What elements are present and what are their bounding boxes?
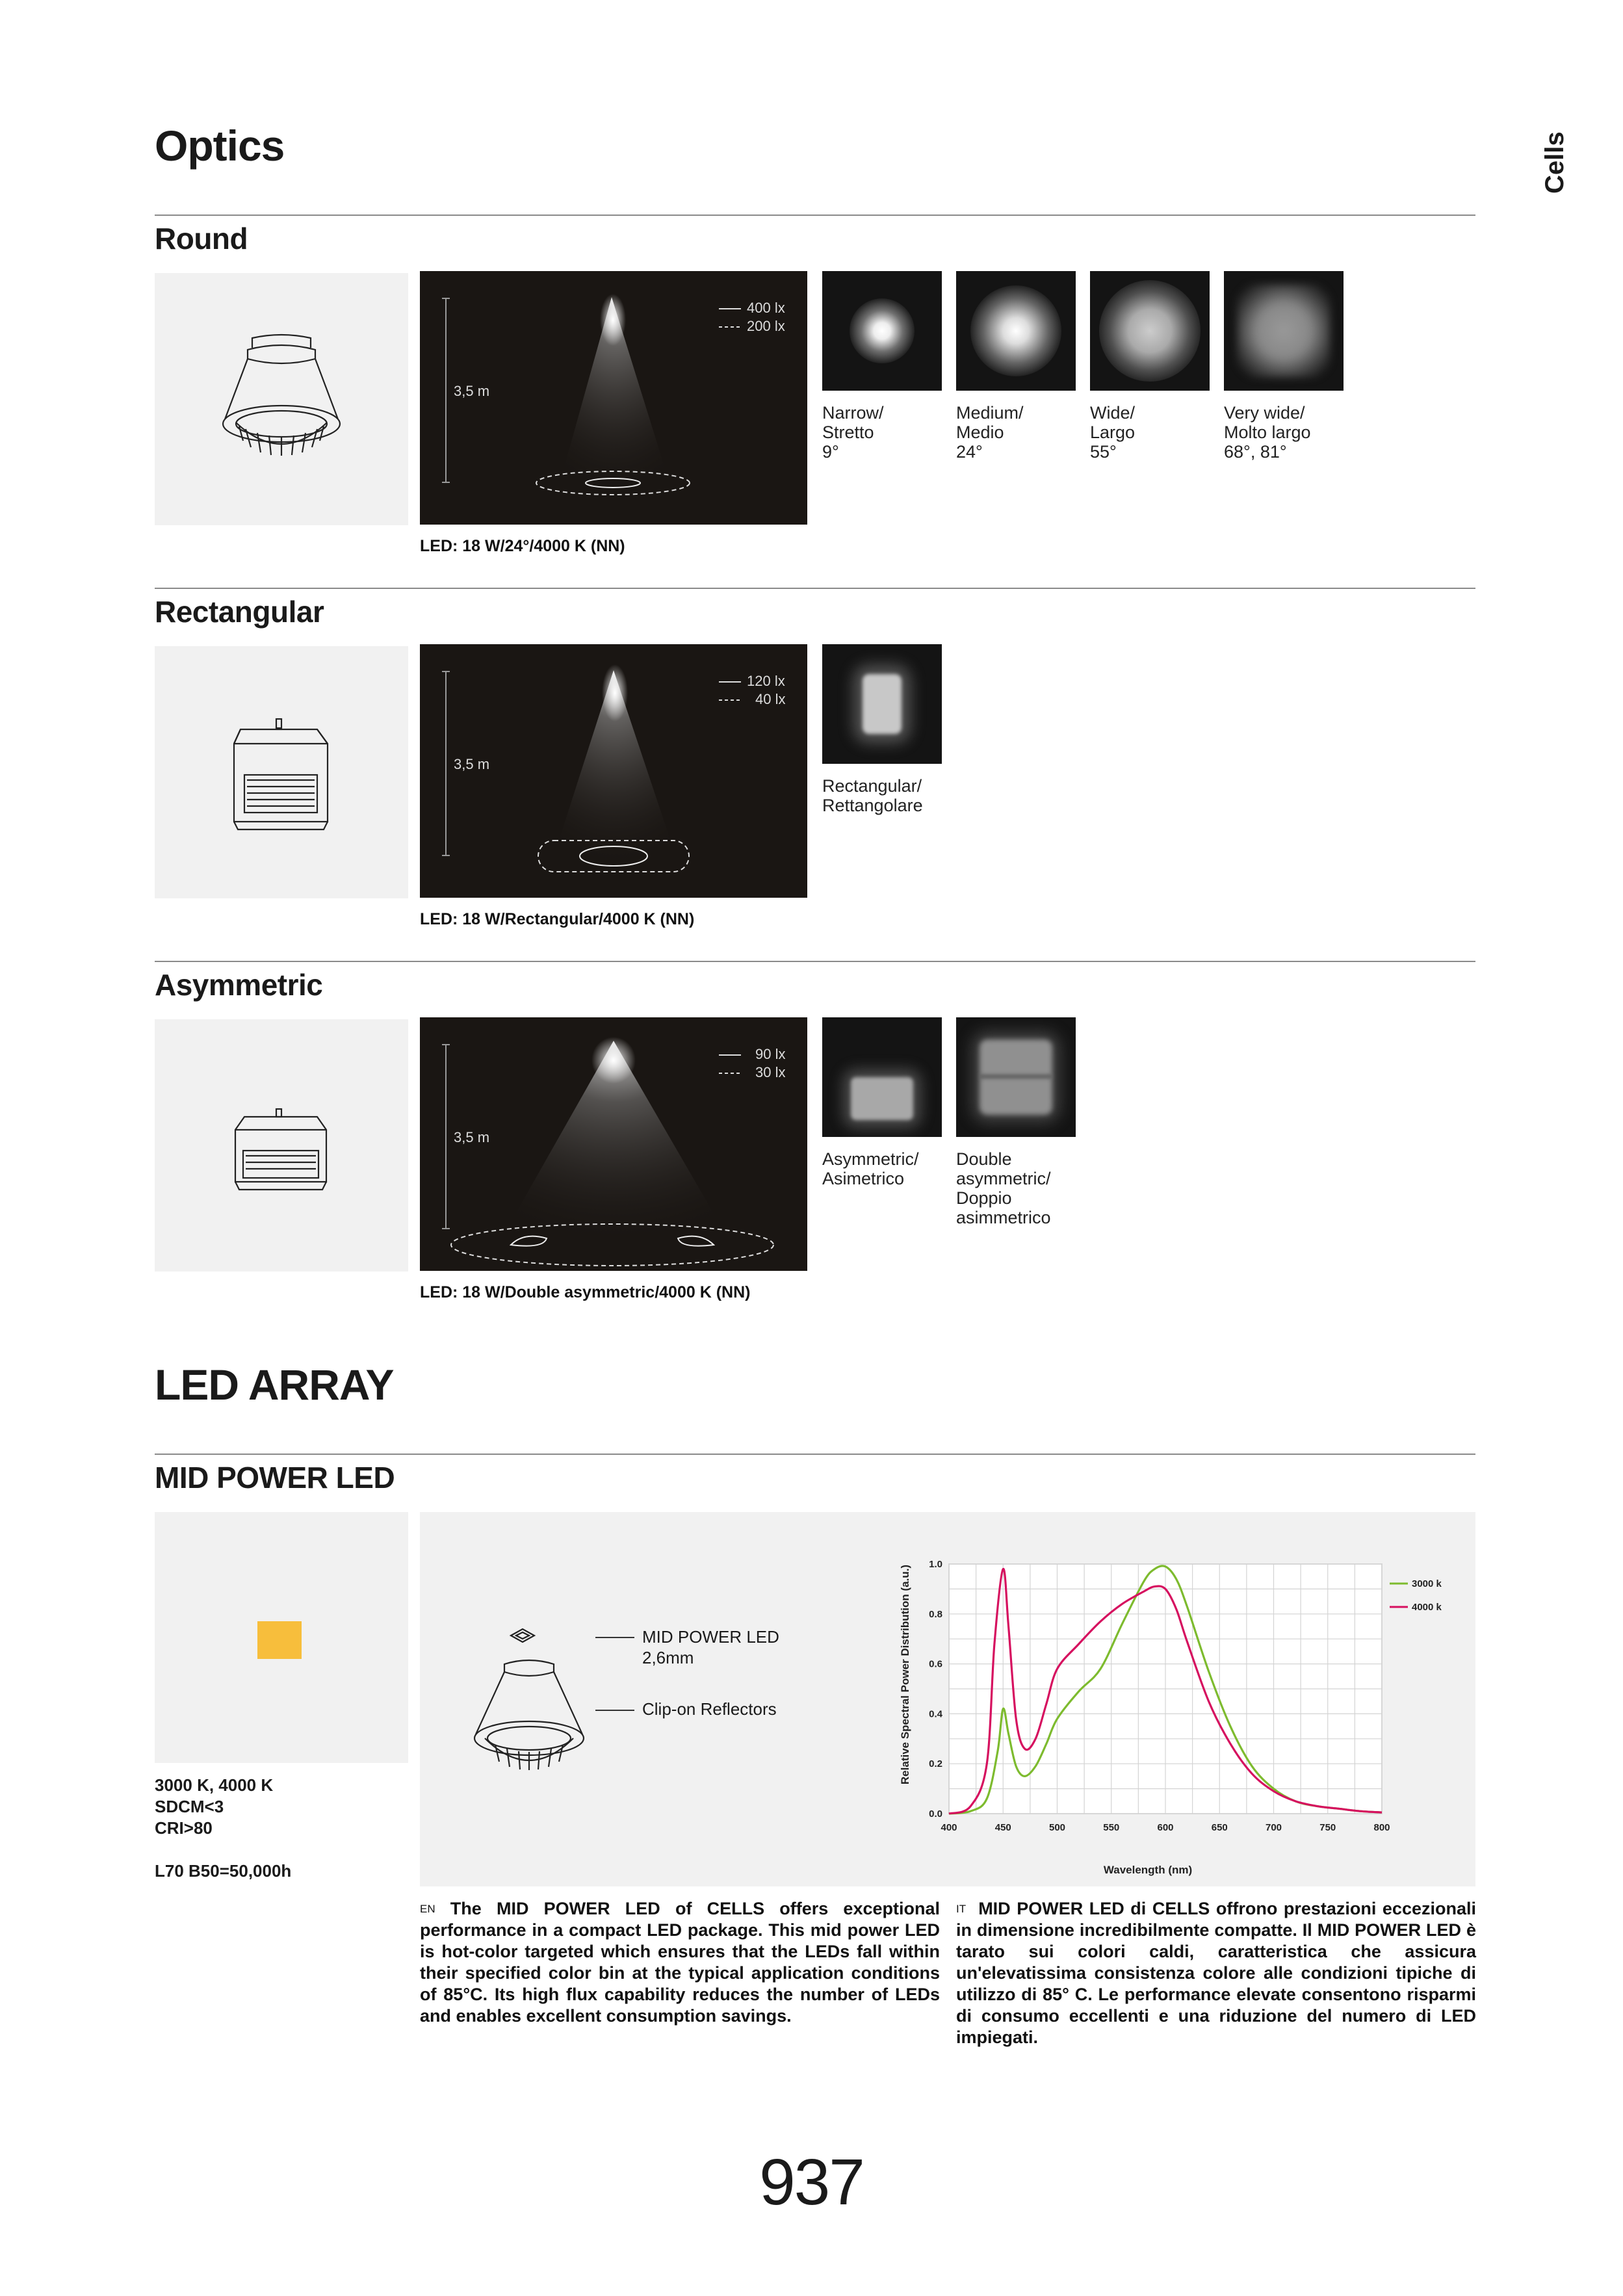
- beam-label-asymmetric: Asymmetric/ Asimetrico: [822, 1149, 919, 1188]
- beam-swatch-narrow: [822, 271, 942, 391]
- asymmetric-fixture-icon: [155, 1019, 408, 1272]
- beam-label-narrow: Narrow/ Stretto 9°: [822, 403, 884, 462]
- y-tick-label: 0.2: [929, 1758, 942, 1770]
- section-title-rectangular: Rectangular: [155, 595, 324, 629]
- side-tab[interactable]: Cells: [1540, 131, 1569, 194]
- divider: [155, 215, 1475, 216]
- description-it: $^{IT}$ MID POWER LED di CELLS offrono prestazioni eccezionali in dimensione incredibilmente compatte. Il MID POWER LED è tarato sui colori caldi, caratteristica che assicura un'elevatissima consistenza colore alle condizioni tipiche di utilizzo di 85° C. Le performance elevate consentono risparmi di consumo eccellenti e una riduzione del numero di LED impiegati.: [956, 1899, 1476, 2047]
- spec-cct: 3000 K, 4000 K: [155, 1775, 274, 1795]
- led-info-panel: [420, 1512, 1475, 1886]
- led-spec-round: LED: 18 W/24°/4000 K (NN): [420, 537, 625, 555]
- beam-label-wide: Wide/ Largo 55°: [1090, 403, 1136, 462]
- beam-label-double-asymmetric: Double asymmetric/ Doppio asimmetrico: [956, 1149, 1051, 1227]
- led-chip-icon: [257, 1621, 302, 1659]
- x-tick-label: 400: [941, 1822, 957, 1833]
- legend-high: 90 lx: [755, 1046, 786, 1062]
- x-tick-label: 450: [994, 1822, 1011, 1833]
- legend-high: 120 lx: [747, 673, 785, 689]
- led-array-title: LED ARRAY: [155, 1361, 394, 1409]
- spec-cri: CRI>80: [155, 1818, 213, 1838]
- legend-low: 40 lx: [755, 691, 786, 707]
- light-diagram-rectangular: [420, 644, 807, 898]
- callout-reflector: Clip-on Reflectors: [642, 1699, 777, 1719]
- x-tick-label: 800: [1373, 1822, 1390, 1833]
- y-axis-label: Relative Spectral Power Distribution (a.u.): [899, 1564, 911, 1785]
- x-tick-label: 750: [1319, 1822, 1336, 1833]
- round-fixture-icon: [155, 273, 408, 525]
- section-title-asymmetric: Asymmetric: [155, 968, 323, 1002]
- beam-swatch-asymmetric: [822, 1017, 942, 1137]
- legend-label: 4000 k: [1412, 1602, 1442, 1613]
- x-tick-label: 500: [1048, 1822, 1066, 1833]
- beam-swatch-double-asymmetric: [956, 1017, 1076, 1137]
- reflector-exploded-icon: [459, 1623, 628, 1818]
- y-tick-label: 1.0: [929, 1559, 942, 1570]
- legend-low: 200 lx: [747, 318, 785, 334]
- x-tick-label: 600: [1157, 1822, 1174, 1833]
- beam-label-very-wide: Very wide/ Molto largo 68°, 81°: [1224, 403, 1311, 462]
- beam-swatch-very-wide: [1224, 271, 1344, 391]
- x-tick-label: 550: [1103, 1822, 1120, 1833]
- height-label: 3,5 m: [454, 1129, 490, 1145]
- beam-swatch-wide: [1090, 271, 1210, 391]
- page-title: Optics: [155, 122, 285, 170]
- spec-sdcm: SDCM<3: [155, 1797, 224, 1816]
- legend-high: 400 lx: [747, 300, 785, 316]
- y-tick-label: 0.4: [929, 1708, 942, 1720]
- x-tick-label: 650: [1211, 1822, 1228, 1833]
- led-spec-asymmetric: LED: 18 W/Double asymmetric/4000 K (NN): [420, 1283, 751, 1301]
- legend-low: 30 lx: [755, 1064, 786, 1080]
- product-image-asymmetric: [155, 1019, 408, 1272]
- description-en: $^{EN}$ The MID POWER LED of CELLS offers exceptional performance in a compact LED package. This mid power LED is hot-color targeted which ensures that the LEDs fall within their specified color bin at the typical application conditions of 85°C. Its high flux capability reduces the number of LEDs and enables excellent consumption savings.: [420, 1899, 940, 2026]
- x-axis-label: Wavelength (nm): [1103, 1864, 1193, 1876]
- x-tick-label: 700: [1265, 1822, 1282, 1833]
- mid-power-title: MID POWER LED: [155, 1461, 395, 1494]
- y-tick-label: 0.8: [929, 1608, 942, 1620]
- spec-lifetime: L70 B50=50,000h: [155, 1861, 292, 1881]
- y-tick-label: 0.6: [929, 1658, 942, 1670]
- legend-label: 3000 k: [1412, 1578, 1442, 1589]
- spectral-chart: [894, 1538, 1460, 1876]
- product-image-round: [155, 273, 408, 525]
- y-tick-label: 0.0: [929, 1808, 942, 1820]
- led-chip-panel: [155, 1512, 408, 1763]
- divider: [155, 588, 1475, 589]
- led-spec-rectangular: LED: 18 W/Rectangular/4000 K (NN): [420, 910, 695, 928]
- light-diagram-asymmetric: [420, 1017, 807, 1271]
- callout-led: MID POWER LED 2,6mm: [642, 1627, 779, 1667]
- beam-swatch-medium: [956, 271, 1076, 391]
- beam-label-medium: Medium/ Medio 24°: [956, 403, 1024, 462]
- height-label: 3,5 m: [454, 383, 490, 399]
- beam-swatch-rectangular: [822, 644, 942, 764]
- led-specs: [155, 1775, 291, 1882]
- divider: [155, 1454, 1475, 1455]
- page-number: 937: [759, 2146, 864, 2219]
- product-image-rectangular: [155, 646, 408, 898]
- divider: [155, 961, 1475, 962]
- beam-label-rectangular: Rectangular/ Rettangolare: [822, 776, 923, 815]
- rectangular-fixture-icon: [155, 646, 408, 898]
- light-diagram-round: [420, 271, 807, 525]
- section-title-round: Round: [155, 222, 248, 255]
- height-label: 3,5 m: [454, 756, 490, 772]
